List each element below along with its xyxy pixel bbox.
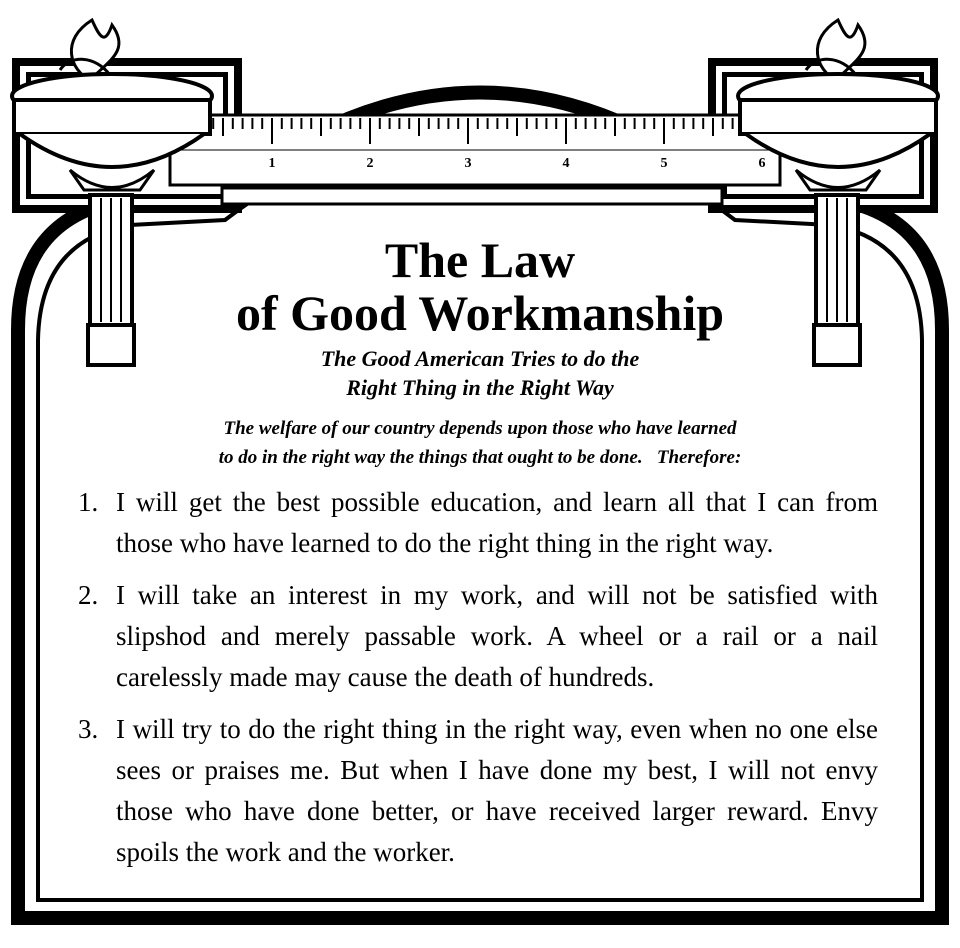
page-title-line-2: of Good Workmanship bbox=[235, 285, 725, 341]
page-title-line-1: The Law bbox=[384, 232, 576, 288]
pledge-number: 1. bbox=[78, 487, 99, 517]
ruler-number: 5 bbox=[660, 156, 668, 171]
pledge-list bbox=[78, 482, 878, 884]
intro-line-2: to do in the right way the things that ought to be done. Therefore: bbox=[218, 447, 742, 468]
ruler-illustration bbox=[170, 115, 780, 204]
pledge-number: 3. bbox=[78, 714, 99, 744]
subtitle-line-2: Right Thing in the Right Way bbox=[346, 375, 614, 400]
pledge-item-2 bbox=[78, 575, 878, 698]
pledge-text: I will try to do the right thing in the right way, even when no one else sees or praises me. But when I have done my best, I will not envy those who have done better, or have received larger reward. Envy spoils the work and the worker. bbox=[116, 714, 878, 867]
ruler-number: 4 bbox=[562, 156, 570, 171]
pledge-number: 2. bbox=[78, 580, 99, 610]
pledge-item-1 bbox=[78, 482, 878, 564]
subtitle-line-1: The Good American Tries to do the bbox=[320, 346, 640, 371]
pledge-text: I will get the best possible education, and learn all that I can from those who have learned to do the right thing in the right way. bbox=[116, 487, 878, 558]
ruler-number: 3 bbox=[464, 156, 472, 171]
ruler-number: 1 bbox=[268, 156, 276, 171]
intro-line-1: The welfare of our country depends upon those who have learned bbox=[223, 418, 737, 439]
ruler-number: 6 bbox=[758, 156, 766, 171]
ruler-number: 2 bbox=[366, 156, 374, 171]
pledge-item-3 bbox=[78, 709, 878, 873]
pledge-text: I will take an interest in my work, and will not be satisfied with slipshod and merely passable work. A wheel or a rail or a nail carelessly made may cause the death of hundreds. bbox=[116, 580, 878, 692]
